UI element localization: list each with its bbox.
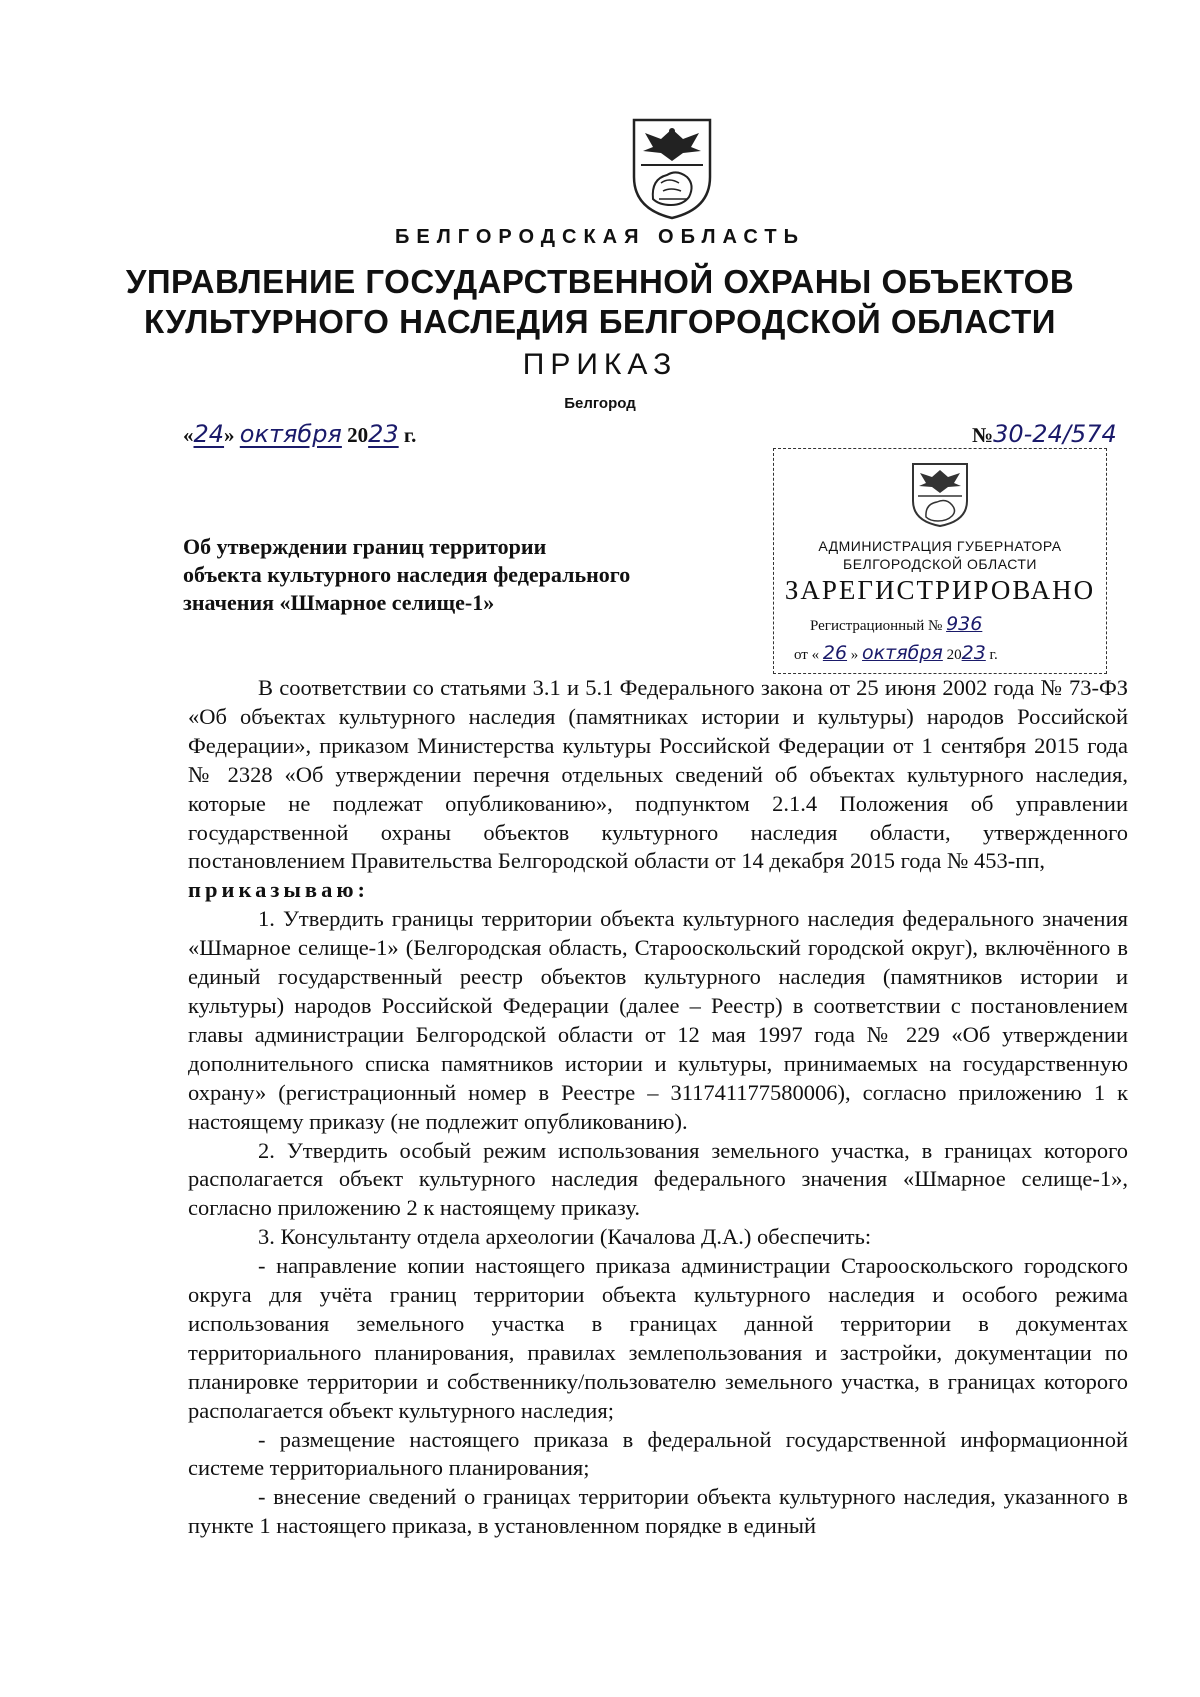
date-year-mark: г. — [403, 423, 417, 447]
date-month: октября — [239, 420, 342, 448]
coat-of-arms-icon — [631, 117, 713, 221]
subject-line-2: объекта культурного наследия федерального — [183, 562, 631, 587]
stamp-admin-line-2: БЕЛГОРОДСКОЙ ОБЛАСТИ — [843, 556, 1037, 572]
stamp-reg-number: 936 — [946, 613, 983, 635]
stamp-coat-of-arms-icon — [910, 461, 970, 529]
number-prefix: № — [972, 423, 994, 447]
stamp-date-mid: » — [850, 647, 859, 663]
preamble-paragraph: В соответствии со статьями 3.1 и 5.1 Федерального закона от 25 июня 2002 года № 73-ФЗ «Об объектах культурного наследия (памятниках истории и культуры) народов Российской Федерации», приказом Министерства культуры Российской Федерации от 1 сентября 2015 года № 2328 «Об утверждении перечня отдельных сведений об объектах культурного наследия, которые не подлежат опубликованию», подпунктом 2.1.4 Положения об управлении государственной охраны объектов культурного наследия области, утвержденного постановлением Правительства Белгородской области от 14 декабря 2015 года № 453-пп, — [188, 675, 1128, 874]
stamp-year-mark: г. — [989, 647, 998, 663]
registration-stamp — [773, 448, 1107, 674]
number-value: 30-24/574 — [993, 420, 1117, 448]
stamp-admin-line-1: АДМИНИСТРАЦИЯ ГУБЕРНАТОРА — [818, 538, 1062, 554]
order-number — [972, 420, 1117, 448]
city-name: Белгород — [564, 395, 636, 412]
stamp-reg-label: Регистрационный № — [810, 618, 943, 634]
item-2-paragraph: 2. Утвердить особый режим использования земельного участка, в границах которого располагается объект культурного наследия федерального значения «Шмарное селище-1», согласно приложению 2 к настоящему приказу. — [188, 1137, 1128, 1221]
order-subject — [183, 533, 723, 617]
stamp-year-suffix: 23 — [961, 642, 986, 664]
subject-line-3: значения «Шмарное селище-1» — [183, 590, 495, 615]
stamp-day: 26 — [822, 642, 848, 664]
stamp-date-prefix: от « — [794, 647, 820, 663]
date-year-prefix: 20 — [347, 423, 369, 447]
department-line-2: КУЛЬТУРНОГО НАСЛЕДИЯ БЕЛГОРОДСКОЙ ОБЛАСТИ — [144, 303, 1056, 340]
command-word: приказываю: — [188, 877, 370, 903]
stamp-year-prefix: 20 — [946, 647, 962, 663]
department-name — [0, 262, 1200, 342]
order-body — [188, 674, 1128, 1541]
date-close-quote: » — [224, 423, 235, 447]
region-name: БЕЛГОРОДСКАЯ ОБЛАСТЬ — [395, 226, 805, 248]
item-3-paragraph: 3. Консультанту отдела археологии (Качалова Д.А.) обеспечить: — [258, 1224, 872, 1250]
stamp-reg-number-line — [810, 613, 982, 635]
stamp-month: октября — [862, 642, 943, 664]
subitem-1-paragraph: - направление копии настоящего приказа администрации Старооскольского городского округа для учёта границ территории объекта культурного наследия и особого режима использования земельного участка в границах данной территории в документах территориального планирования, правилах землепользования и застройки, документации по планировке территории и собственнику/пользователю земельного участка, в границах которого располагается объект культурного наследия; — [188, 1253, 1128, 1423]
stamp-date-line — [794, 642, 998, 664]
order-date — [183, 420, 416, 448]
subitem-2-paragraph: - размещение настоящего приказа в федеральной государственной информационной системе территориального планирования; — [188, 1426, 1128, 1481]
department-line-1: УПРАВЛЕНИЕ ГОСУДАРСТВЕННОЙ ОХРАНЫ ОБЪЕКТОВ — [125, 263, 1075, 300]
item-1-paragraph: 1. Утвердить границы территории объекта культурного наследия федерального значения «Шмарное селище-1» (Белгородская область, Старооскольский городской округ), включённого в единый государственный реестр объектов культурного наследия (памятников истории и культуры) народов Российской Федерации (далее – Реестр) в соответствии с постановлением главы администрации Белгородской области от 12 мая 1997 года № 229 «Об утверждении дополнительного списка памятников истории и культуры, принимаемых на государственную охрану» (регистрационный номер в Реестре – 311741177580006), согласно приложению 1 к настоящему приказу (не подлежит опубликованию). — [188, 906, 1128, 1134]
stamp-status: ЗАРЕГИСТРИРОВАНО — [784, 575, 1096, 605]
subitem-3-paragraph: - внесение сведений о границах территории объекта культурного наследия, указанного в пункте 1 настоящего приказа, в установленном порядке в единый — [188, 1484, 1128, 1539]
date-year-suffix: 23 — [368, 420, 399, 448]
date-open-quote: « — [183, 423, 194, 447]
subject-line-1: Об утверждении границ территории — [183, 534, 547, 559]
stamp-admin-name — [774, 537, 1106, 573]
document-type: ПРИКАЗ — [522, 348, 678, 381]
date-day: 24 — [193, 420, 225, 448]
